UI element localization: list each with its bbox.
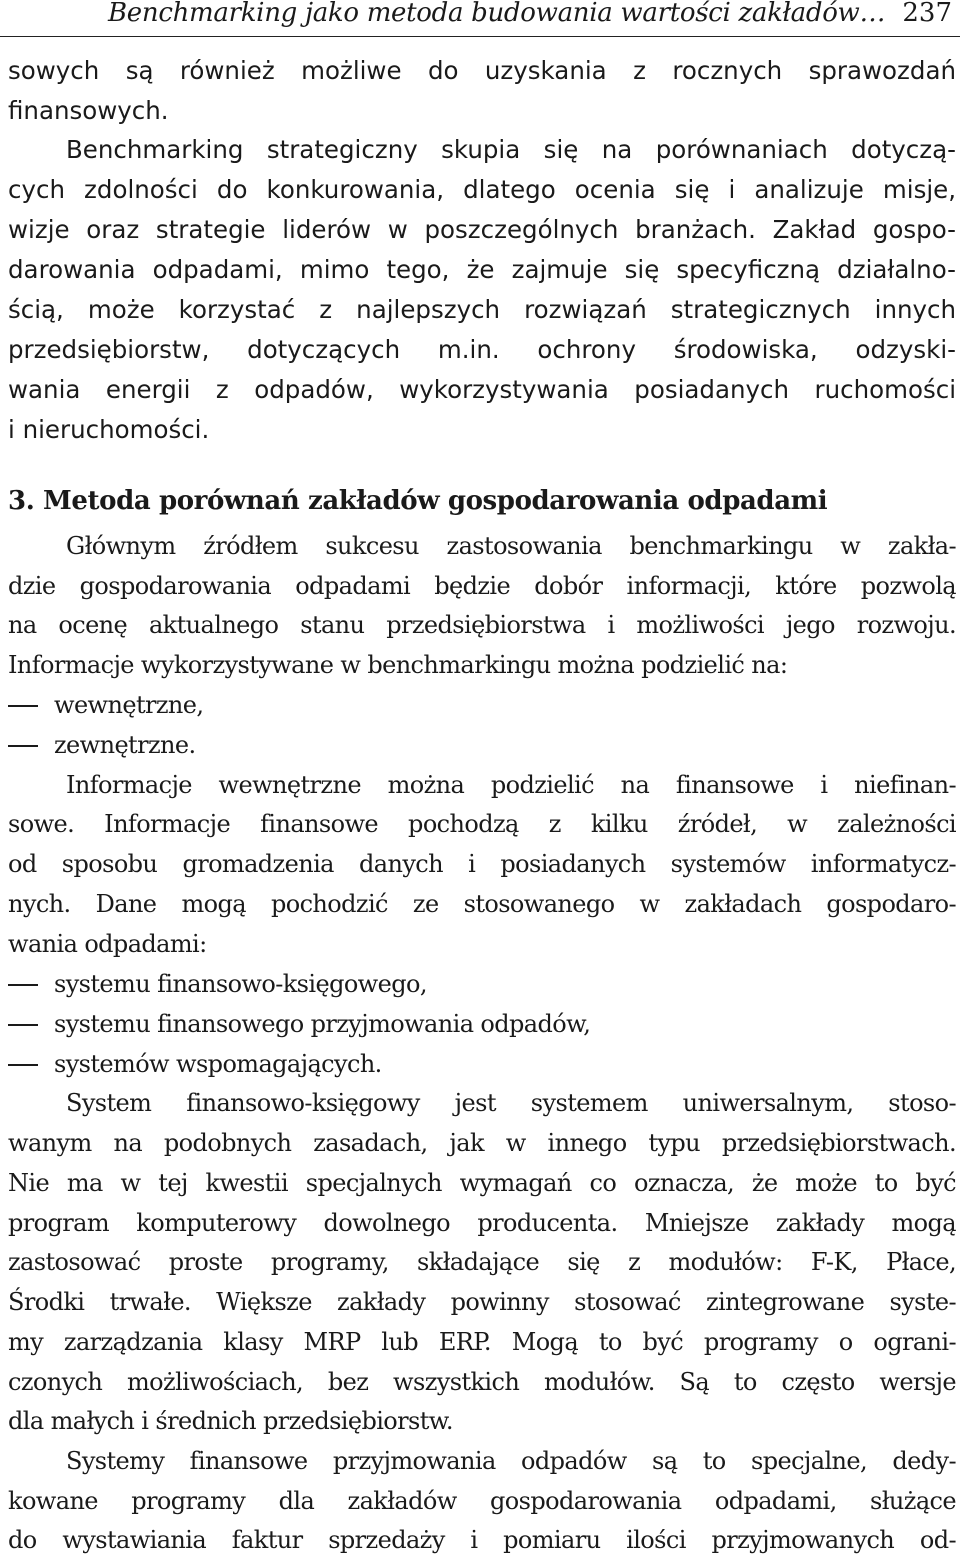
body-line: program komputerowy dowolnego producenta. Mniejsze zakłady mogą (8, 1209, 956, 1237)
list-item: zewnętrzne. (54, 731, 196, 759)
list-dash (8, 984, 38, 986)
body-line: do wystawiania faktur sprzedaży i pomiaru ilości przyjmowanych od- (8, 1526, 956, 1554)
body-line: na ocenę aktualnego stanu przedsiębiorstwa i możliwości jego rozwoju. (8, 611, 956, 639)
body-line: sowe. Informacje finansowe pochodzą z kilku źródeł, w zależności (8, 810, 956, 838)
running-title: Benchmarking jako metoda budowania wartości zakładów… (108, 0, 886, 28)
list-dash (8, 705, 38, 707)
body-line: Głównym źródłem sukcesu zastosowania benchmarkingu w zakła- (66, 532, 956, 560)
list-dash (8, 1024, 38, 1026)
list-item: systemu finansowo-księgowego, (54, 970, 427, 998)
running-header (0, 0, 960, 37)
body-line: wanym na podobnych zasadach, jak w innego typu przedsiębiorstwach. (8, 1129, 956, 1157)
body-line: zastosować proste programy, składające się z modułów: F-K, Płace, (8, 1248, 956, 1276)
body-line: przedsiębiorstw, dotyczących m.in. ochrony środowiska, odzyski- (8, 335, 956, 364)
list-item: systemów wspomagających. (54, 1050, 382, 1078)
body-line: Informacje wykorzystywane w benchmarkingu można podzielić na: (8, 651, 788, 679)
body-line: ścią, może korzystać z najlepszych rozwiązań strategicznych innych (8, 295, 956, 324)
body-line: czonych możliwościach, bez wszystkich modułów. Są to często wersje (8, 1368, 956, 1396)
body-line: nych. Dane mogą pochodzić ze stosowanego w zakładach gospodaro- (8, 890, 956, 918)
body-line: Nie ma w tej kwestii specjalnych wymagań co oznacza, że może to być (8, 1169, 956, 1197)
list-dash (8, 745, 38, 747)
body-line: wizje oraz strategie liderów w poszczególnych branżach. Zakład gospo- (8, 215, 956, 244)
list-dash (8, 1064, 38, 1066)
body-line: od sposobu gromadzenia danych i posiadanych systemów informatycz- (8, 850, 956, 878)
body-line: kowane programy dla zakładów gospodarowania odpadami, służące (8, 1487, 956, 1515)
body-line: wania energii z odpadów, wykorzystywania posiadanych ruchomości (8, 375, 956, 404)
body-line: Systemy finansowe przyjmowania odpadów są to specjalne, dedy- (66, 1447, 956, 1475)
section-heading: 3. Metoda porównań zakładów gospodarowania odpadami (8, 486, 828, 516)
body-line: wania odpadami: (8, 930, 207, 958)
body-line: dla małych i średnich przedsiębiorstw. (8, 1407, 453, 1435)
body-line: finansowych. (8, 96, 169, 125)
body-line: cych zdolności do konkurowania, dlatego ocenia się i analizuje misje, (8, 175, 956, 204)
page-number: 237 (902, 0, 952, 28)
body-line: darowania odpadami, mimo tego, że zajmuje się specyficzną działalno- (8, 255, 956, 284)
list-item: wewnętrzne, (54, 691, 204, 719)
body-line: sowych są również możliwe do uzyskania z rocznych sprawozdań (8, 56, 956, 85)
body-line: Informacje wewnętrzne można podzielić na finansowe i niefinan- (66, 771, 956, 799)
body-line: i nieruchomości. (8, 415, 210, 444)
body-line: Benchmarking strategiczny skupia się na porównaniach dotyczą- (66, 135, 956, 164)
body-line: my zarządzania klasy MRP lub ERP. Mogą to być programy o ograni- (8, 1328, 956, 1356)
body-line: Środki trwałe. Większe zakłady powinny stosować zintegrowane syste- (8, 1288, 956, 1316)
list-item: systemu finansowego przyjmowania odpadów, (54, 1010, 591, 1038)
body-line: System finansowo-księgowy jest systemem uniwersalnym, stoso- (66, 1089, 956, 1117)
body-line: dzie gospodarowania odpadami będzie dobór informacji, które pozwolą (8, 572, 956, 600)
